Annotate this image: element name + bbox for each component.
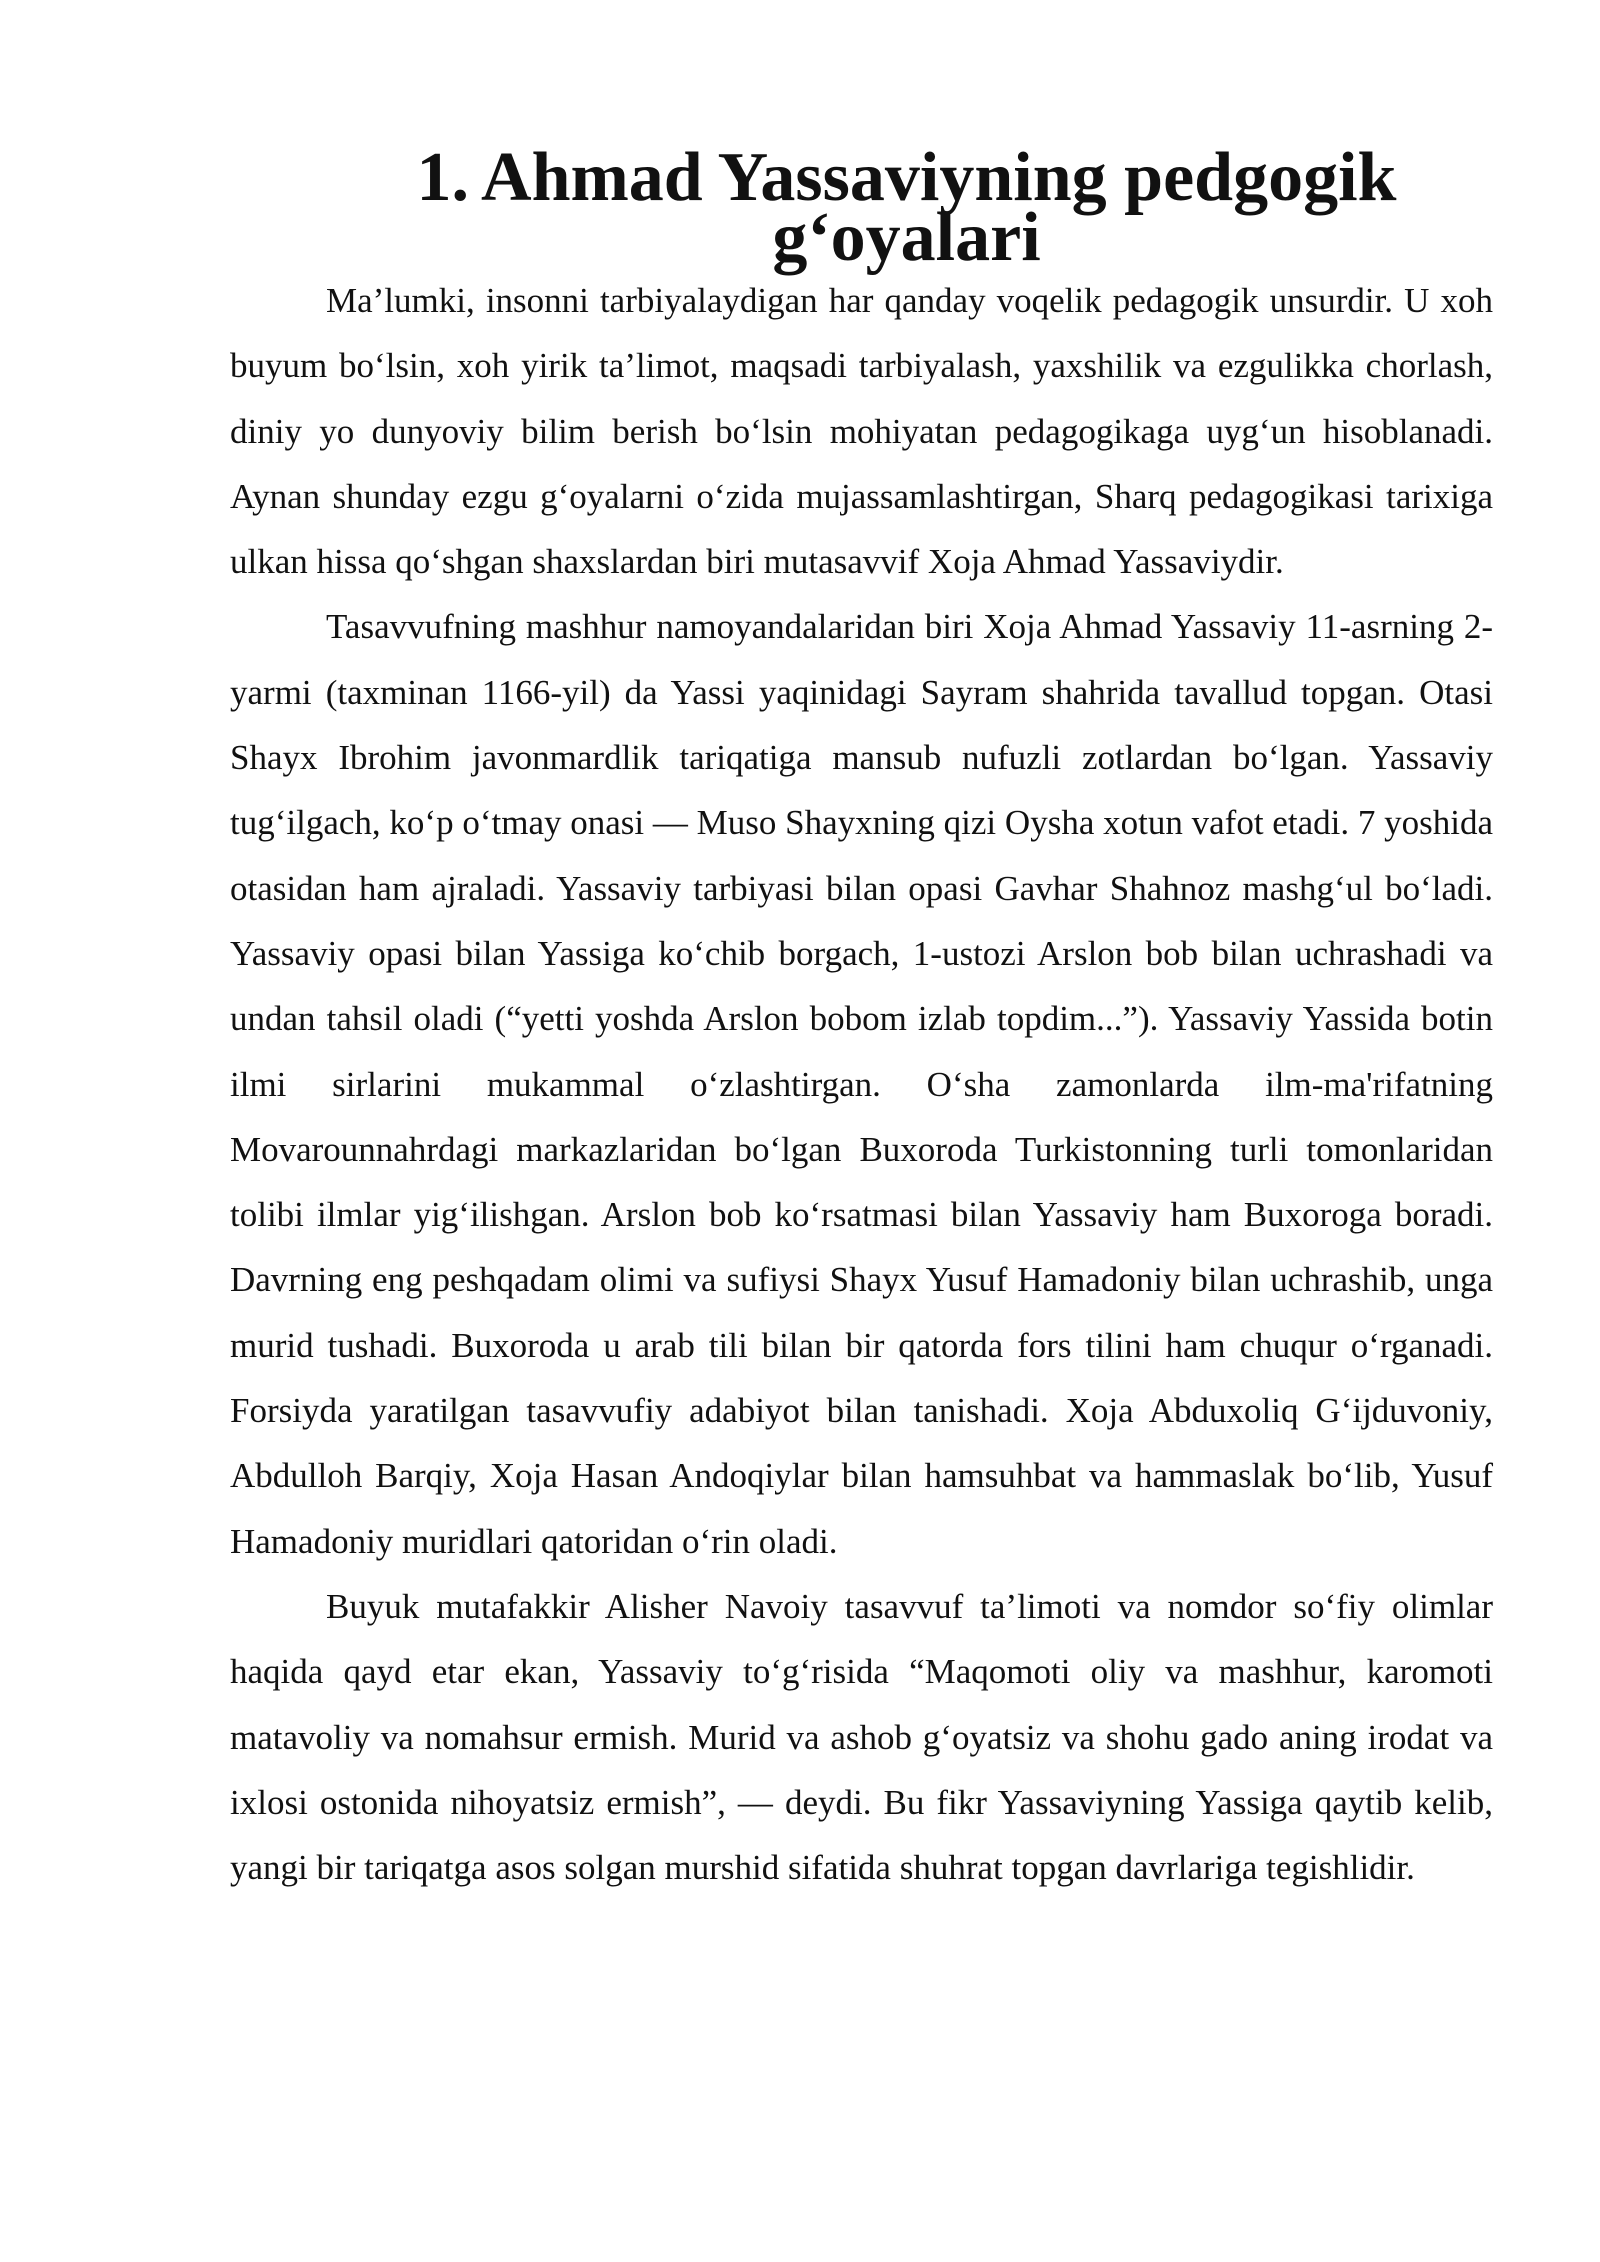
section-number: 1. (416, 139, 470, 216)
document-page (230, 139, 1493, 1900)
section-title: Ahmad Yassaviyning pedgogik g‘oyalari (481, 139, 1397, 276)
paragraph-biography: Tasavvufning mashhur namoyandalaridan biri Xoja Ahmad Yassaviy 11-asrning 2-yarmi (taxminan 1166-yil) da Yassi yaqinidagi Sayram shahrida tavallud topgan. Otasi Shayx Ibrohim javonmardlik tariqatiga mansub nufuzli zotlardan bo‘lgan. Yassaviy tug‘ilgach, ko‘p o‘tmay onasi — Muso Shayxning qizi Oysha xotun vafot etadi. 7 yoshida otasidan ham ajraladi. Yassaviy tarbiyasi bilan opasi Gavhar Shahnoz mashg‘ul bo‘ladi. Yassaviy opasi bilan Yassiga ko‘chib borgach, 1-ustozi Arslon bob bilan uchrashadi va undan tahsil oladi (“yetti yoshda Arslon bobom izlab topdim...”). Yassaviy Yassida botin ilmi sirlarini mukammal o‘zlashtirgan. O‘sha zamonlarda ilm-ma'rifatning Movarounnahrdagi markazlaridan bo‘lgan Buxoroda Turkistonning turli tomonlaridan tolibi ilmlar yig‘ilishgan. Arslon bob ko‘rsatmasi bilan Yassaviy ham Buxoroga boradi. Davrning eng peshqadam olimi va sufiysi Shayx Yusuf Hamadoniy bilan uchrashib, unga murid tushadi. Buxoroda u arab tili bilan bir qatorda fors tilini ham chuqur o‘rganadi. Forsiyda yaratilgan tasavvufiy adabiyot bilan tanishadi. Xoja Abduxoliq G‘ijduvoniy, Abdulloh Barqiy, Xoja Hasan Andoqiylar bilan hamsuhbat va hammaslak bo‘lib, Yusuf Hamadoniy muridlari qatoridan o‘rin oladi. (230, 607, 1493, 1561)
paragraph-navoiy-quote: Buyuk mutafakkir Alisher Navoiy tasavvuf ta’limoti va nomdor so‘fiy olimlar haqida qayd etar ekan, Yassaviy to‘g‘risida “Maqomoti oliy va mashhur, karomoti matavoliy va nomahsur ermish. Murid va ashob g‘oyatsiz va shohu gado aning irodat va ixlosi ostonida nihoyatsiz ermish”, — deydi. Bu fikr Yassaviyning Yassiga qaytib kelib, yangi bir tariqatga asos solgan murshid sifatida shuhrat topgan davrlariga tegishlidir. (230, 1586, 1493, 1888)
paragraph-intro: Ma’lumki, insonni tarbiyalaydigan har qanday voqelik pedagogik unsurdir. U xoh buyum bo‘lsin, xoh yirik ta’limot, maqsadi tarbiyalash, yaxshilik va ezgulikka chorlash, diniy yo dunyoviy bilim berish bo‘lsin mohiyatan pedagogikaga uyg‘un hisoblanadi. Aynan shunday ezgu g‘oyalarni o‘zida mujassamlashtirgan, Sharq pedagogikasi tarixiga ulkan hissa qo‘shgan shaxslardan biri mutasavvif Xoja Ahmad Yassaviydir. (230, 281, 1493, 582)
section-heading (230, 139, 1493, 276)
